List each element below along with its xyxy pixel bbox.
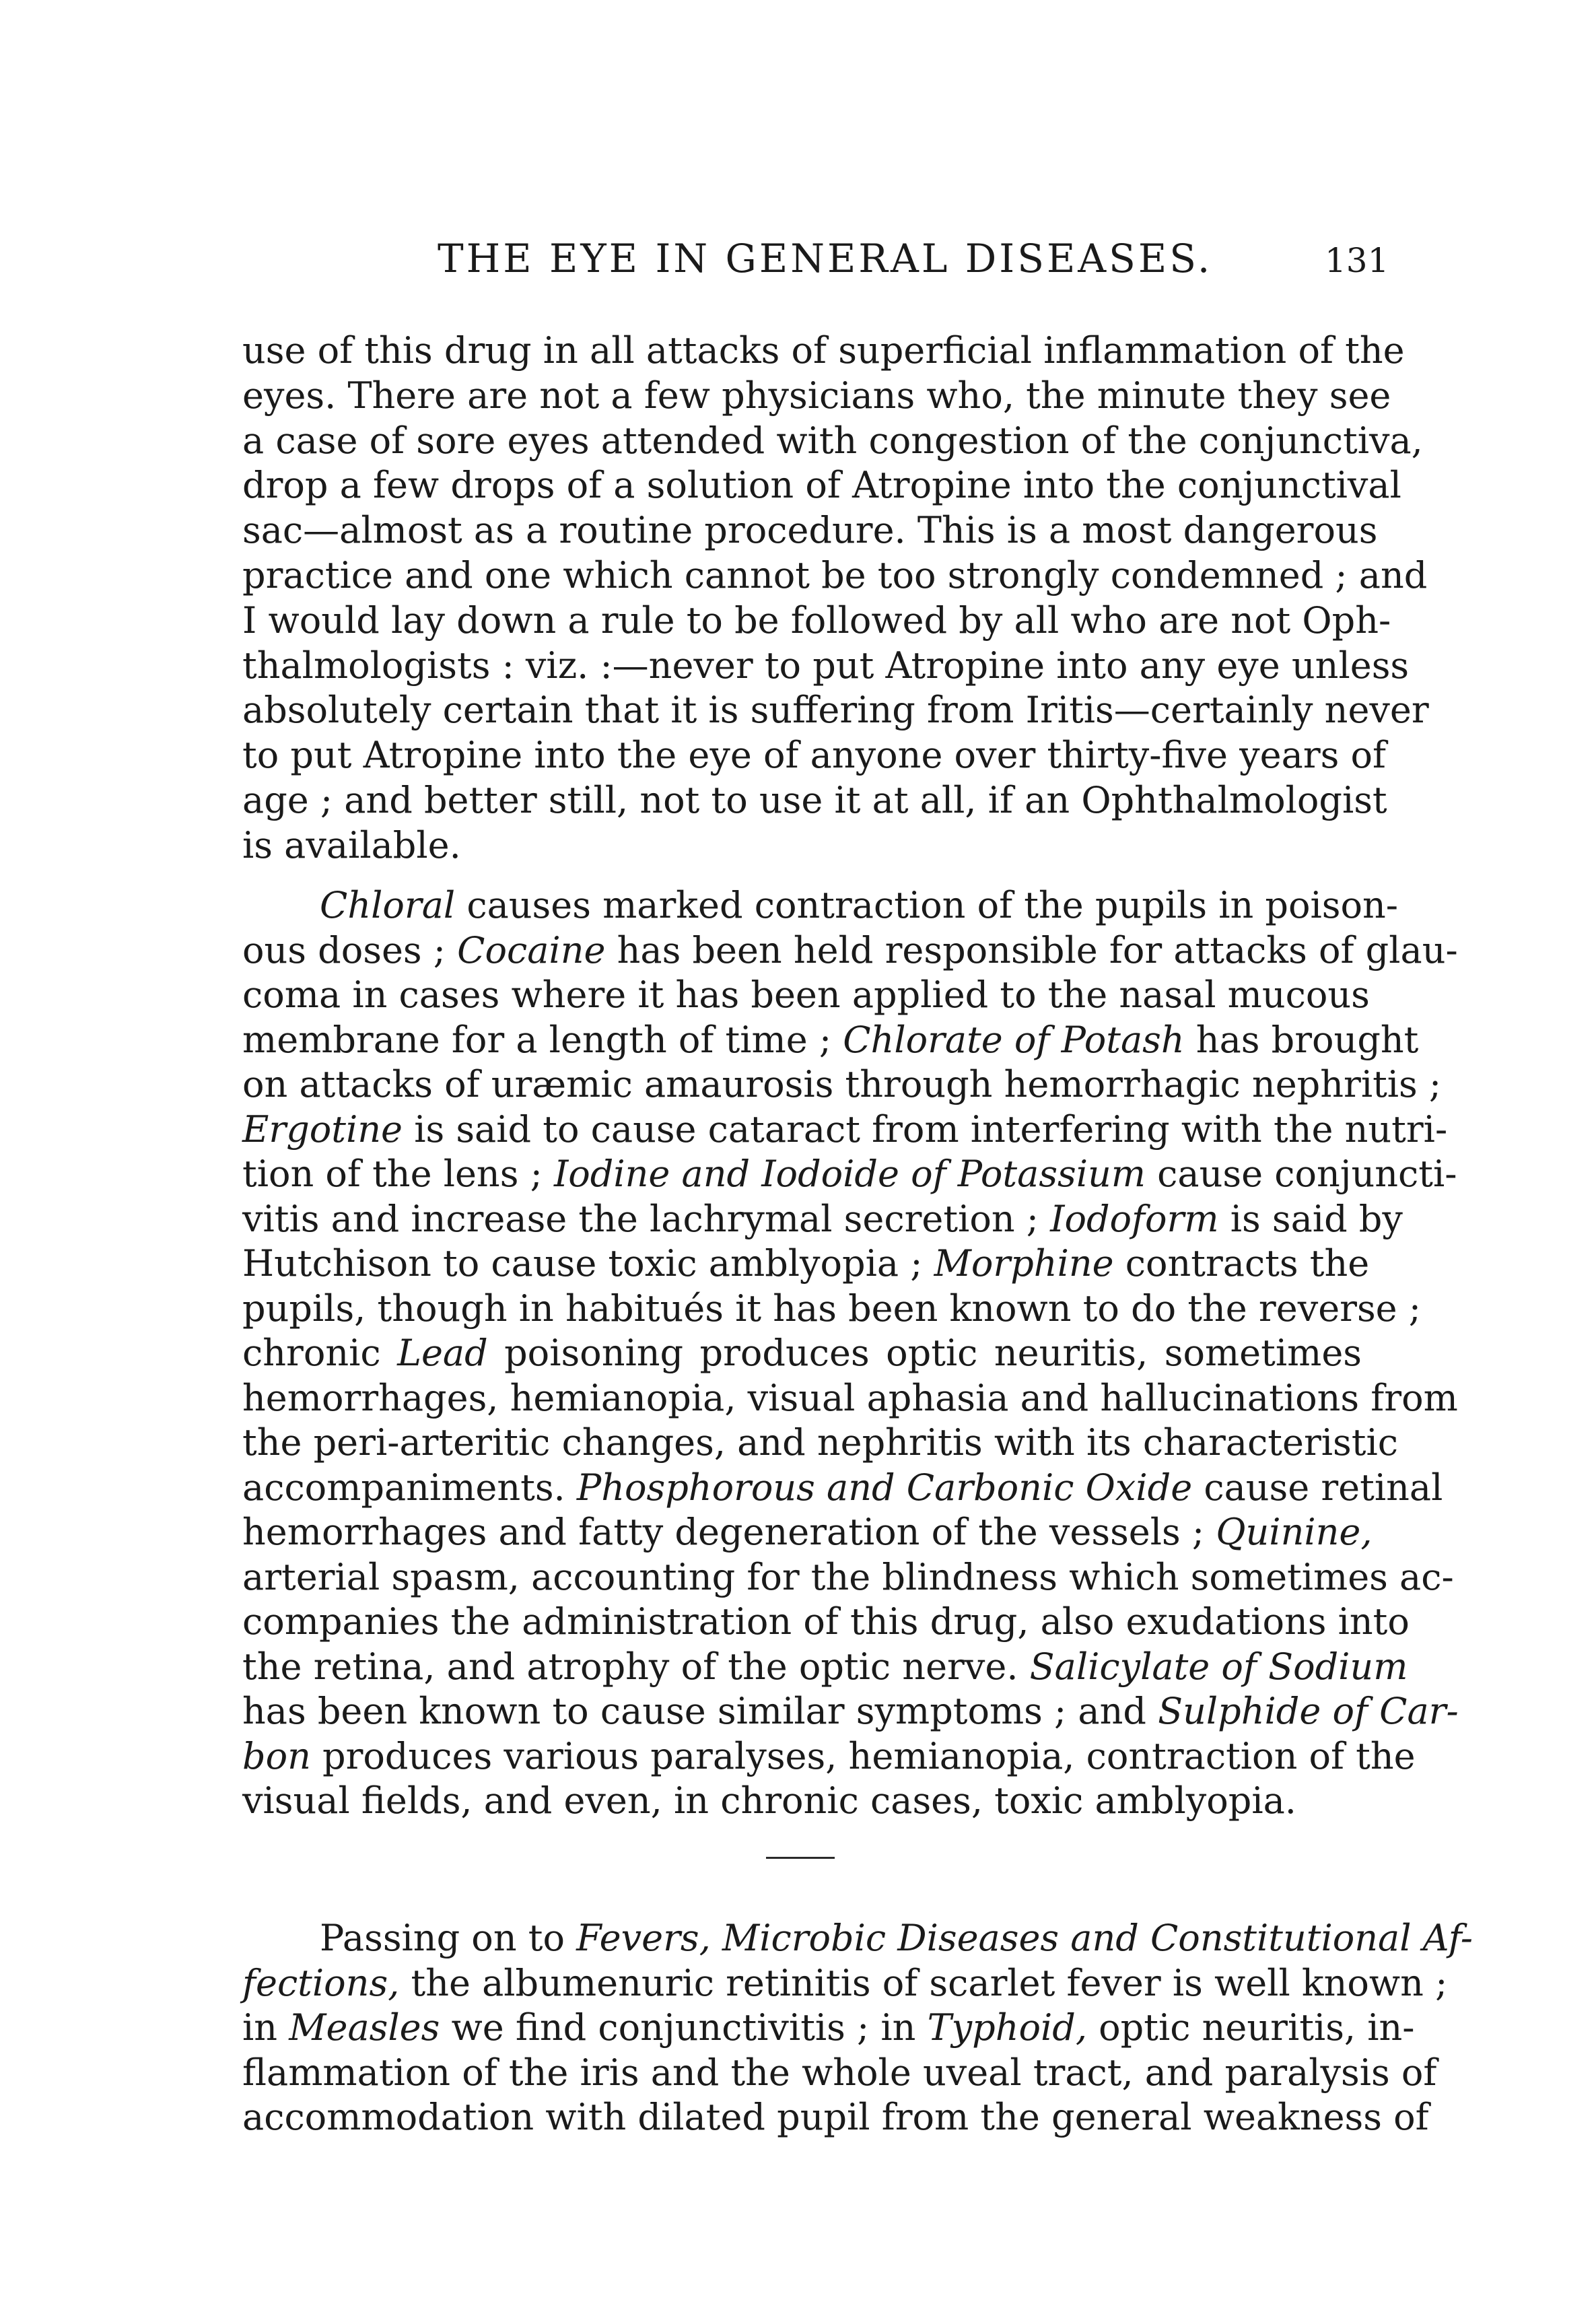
italic-term: Morphine — [934, 1242, 1114, 1285]
text-segment: arterial spasm, accounting for the blindness which sometimes ac- — [242, 1555, 1454, 1598]
text-segment: we find conjunctivitis ; in — [440, 2006, 928, 2049]
text-line — [242, 1018, 1419, 1063]
text-segment: is said by — [1218, 1197, 1403, 1240]
text-segment: chronic — [242, 1332, 398, 1374]
text-segment: is said to cause cataract from interfering with the nutri- — [403, 1107, 1448, 1151]
italic-term: Salicylate of Sodium — [1029, 1645, 1408, 1688]
text-line — [242, 2095, 1429, 2140]
text-segment: poisoning produces optic neuritis, sometimes — [487, 1332, 1362, 1374]
text-segment: sac—almost as a routine procedure. This is a most dangerous — [242, 509, 1378, 552]
italic-term: Iodine and Iodoide of Potassium — [553, 1153, 1146, 1195]
italic-term: Phosphorous and Carbonic Oxide — [576, 1466, 1193, 1509]
text-segment: visual fields, and even, in chronic cases, toxic amblyopia. — [242, 1779, 1296, 1822]
text-line — [242, 1376, 1458, 1421]
running-head: THE EYE IN GENERAL DISEASES. — [438, 236, 1213, 281]
text-segment: hemorrhages and fatty degeneration of the vessels ; — [242, 1511, 1216, 1553]
text-segment: has brought — [1184, 1018, 1419, 1061]
text-line — [242, 1107, 1448, 1153]
text-segment: the peri-arteritic changes, and nephritis with its characteristic — [242, 1421, 1398, 1464]
italic-term: Typhoid, — [927, 2006, 1087, 2049]
text-segment: thalmologists : viz. :—never to put Atropine into any eye unless — [242, 644, 1410, 687]
italic-term: Ergotine — [242, 1107, 403, 1151]
italic-term: Fevers, Microbic Diseases and Constitutional Af- — [576, 1917, 1473, 1959]
text-segment: has been known to cause similar symptoms ; and — [242, 1690, 1158, 1732]
text-segment: cause retinal — [1192, 1466, 1443, 1509]
italic-term: Iodoform — [1050, 1197, 1219, 1240]
text-segment: flammation of the iris and the whole uveal tract, and paralysis of — [242, 2051, 1437, 2094]
text-segment: I would lay down a rule to be followed by all who are not Oph- — [242, 599, 1391, 642]
text-line — [242, 644, 1410, 689]
italic-term: Chlorate of Potash — [843, 1018, 1185, 1061]
text-line — [242, 883, 1399, 928]
text-segment: hemorrhages, hemianopia, visual aphasia and hallucinations from — [242, 1376, 1458, 1419]
italic-term: bon — [242, 1734, 311, 1777]
text-line — [242, 1287, 1421, 1332]
italic-term: Sulphide of Car- — [1158, 1690, 1459, 1732]
italic-term: Chloral — [320, 884, 456, 926]
text-line — [242, 733, 1387, 778]
text-segment: cause conjuncti- — [1146, 1153, 1457, 1195]
text-line — [242, 928, 1458, 974]
text-line — [242, 973, 1370, 1018]
text-segment: the albumenuric retinitis of scarlet fever is well known ; — [399, 1961, 1448, 2004]
text-segment: age ; and better still, not to use it at all, if an Ophthalmologist — [242, 778, 1387, 821]
text-segment: practice and one which cannot be too strongly condemned ; and — [242, 553, 1428, 596]
text-segment: contracts the — [1113, 1242, 1370, 1285]
text-segment: produces various paralyses, hemianopia, contraction of the — [310, 1734, 1416, 1777]
text-segment: is available. — [242, 823, 461, 866]
text-line — [242, 1510, 1373, 1555]
paragraph-2 — [242, 883, 1459, 1824]
paragraph-3 — [242, 1916, 1473, 2140]
text-segment: optic neuritis, in- — [1087, 2006, 1415, 2049]
text-line — [242, 778, 1387, 823]
text-segment: pupils, though in habitués it has been known to do the reverse ; — [242, 1287, 1421, 1330]
text-segment: companies the administration of this drug, also exudations into — [242, 1600, 1410, 1643]
italic-term: fections, — [242, 1961, 400, 2004]
text-line — [242, 1466, 1443, 1511]
paragraph-1 — [242, 329, 1429, 868]
text-line — [242, 1916, 1473, 1961]
text-line — [242, 1600, 1410, 1645]
text-line — [242, 1555, 1454, 1600]
text-line — [242, 1241, 1370, 1287]
text-segment: accommodation with dilated pupil from the general weakness of — [242, 2096, 1429, 2138]
text-line — [242, 599, 1391, 644]
italic-term: Quinine, — [1216, 1511, 1373, 1553]
text-segment: Passing on to — [320, 1917, 577, 1959]
text-line — [242, 1645, 1408, 1690]
italic-term: Measles — [289, 2006, 440, 2049]
text-segment: to put Atropine into the eye of anyone over thirty-five years of — [242, 734, 1387, 777]
text-segment: causes marked contraction of the pupils in poison- — [455, 884, 1399, 926]
text-line — [242, 374, 1391, 419]
text-segment: Hutchison to cause toxic amblyopia ; — [242, 1242, 934, 1285]
text-segment: drop a few drops of a solution of Atropine into the conjunctival — [242, 464, 1401, 507]
text-line — [242, 1689, 1459, 1734]
text-line — [242, 1152, 1457, 1197]
text-line — [242, 329, 1405, 374]
text-line — [242, 823, 1362, 868]
text-line — [242, 1197, 1403, 1242]
text-segment: ous doses ; — [242, 928, 458, 971]
text-segment: in — [242, 2006, 289, 2049]
text-segment: has been held responsible for attacks of glau- — [605, 928, 1458, 971]
text-segment: coma in cases where it has been applied to the nasal mucous — [242, 974, 1370, 1016]
italic-term: Cocaine — [457, 928, 606, 971]
text-line — [242, 2051, 1437, 2096]
text-line — [242, 1961, 1448, 2006]
text-line — [242, 463, 1401, 508]
text-segment: membrane for a length of time ; — [242, 1018, 843, 1061]
italic-term: Lead — [397, 1332, 488, 1374]
text-line — [242, 1779, 1362, 1824]
text-line — [242, 1331, 1362, 1376]
text-segment: the retina, and atrophy of the optic nerve. — [242, 1645, 1030, 1688]
text-segment: use of this drug in all attacks of superficial inflammation of the — [242, 329, 1405, 372]
text-segment: accompaniments. — [242, 1466, 577, 1509]
text-line — [242, 419, 1423, 464]
text-segment: a case of sore eyes attended with congestion of the conjunctiva, — [242, 419, 1423, 462]
text-line — [242, 1062, 1442, 1107]
text-segment: tion of the lens ; — [242, 1153, 554, 1195]
text-line — [242, 553, 1428, 599]
text-line — [242, 508, 1378, 553]
text-segment: absolutely certain that it is suffering from Iritis—certainly never — [242, 689, 1429, 732]
text-segment: vitis and increase the lachrymal secretion ; — [242, 1197, 1051, 1240]
text-line — [242, 1734, 1416, 1779]
text-segment: on attacks of uræmic amaurosis through hemorrhagic nephritis ; — [242, 1063, 1442, 1105]
text-line — [242, 688, 1429, 733]
text-line — [242, 1421, 1398, 1466]
section-divider — [766, 1857, 835, 1859]
page-number: 131 — [1325, 241, 1389, 280]
text-segment: eyes. There are not a few physicians who, the minute they see — [242, 374, 1391, 417]
text-line — [242, 2006, 1415, 2051]
